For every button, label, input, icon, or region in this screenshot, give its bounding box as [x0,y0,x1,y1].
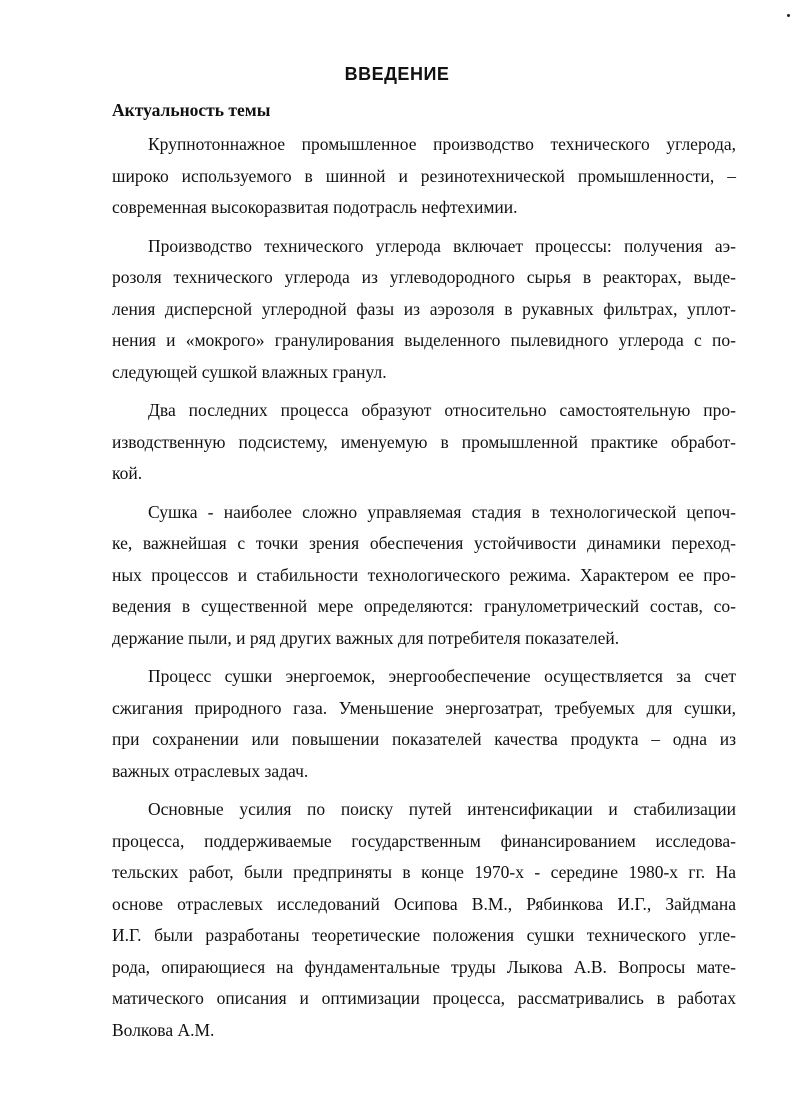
text-line: Производство технического углерода включает процессы: получения аэ- [148,235,736,256]
text-line: Основные усилия по поиску путей интенсификации и стабилизации [148,799,736,819]
text-line: Процесс сушки энергоемок, энергообеспечение осуществляется за счет [148,666,736,686]
page-title: ВВЕДЕНИЕ [344,64,450,84]
text-line: И.Г. были разработаны теоретические положения сушки технического угле- [112,925,736,945]
text-line: следующей сушкой влажных гранул. [112,361,387,382]
text-line: розоля технического углерода из углеводородного сырья в реакторах, выде- [112,267,736,287]
text-line: изводственную подсистему, именуемую в промышленной практике обработ- [112,431,736,452]
text-line: при сохранении или повышении показателей качества продукта – одна из [112,729,736,749]
text-line: широко используемого в шинной и резинотехнической промышленности, – [112,165,736,186]
text-line: ления дисперсной углеродной фазы из аэрозоля в рукавных фильтрах, уплот- [112,298,736,319]
text-line: ных процессов и стабильности технологического режима. Характером ее про- [112,564,736,585]
paragraph [112,395,736,490]
text-line: нения и «мокрого» гранулирования выделенного пылевидного углерода с по- [112,330,736,350]
text-line: рода, опирающиеся на фундаментальные труды Лыкова А.В. Вопросы мате- [112,956,736,977]
text-line: процесса, поддерживаемые государственным финансированием исследова- [112,830,736,851]
text-line: Два последних процесса образуют относительно самостоятельную про- [148,400,736,420]
text-line: Волкова А.М. [112,1019,215,1040]
text-line: ке, важнейшая с точки зрения обеспечения устойчивости динамики переход- [112,533,736,553]
scan-dot [787,14,790,17]
text-line: основе отраслевых исследований Осипова В.М., Рябинкова И.Г., Зайдмана [112,893,736,914]
text-line: держание пыли, и ряд других важных для потребителя показателей. [112,627,620,648]
text-line: матического описания и оптимизации процесса, рассматривались в работах [112,988,736,1008]
document-body [112,129,736,1053]
section-title: Актуальность темы [112,100,271,120]
text-line: кой. [112,463,143,483]
paragraph [112,497,736,655]
text-line: Сушка - наиболее сложно управляемая стадия в технологической цепоч- [148,501,736,522]
paragraph [112,129,736,224]
text-line: тельских работ, были предприняты в конце 1970-х - середине 1980-х гг. На [112,862,736,882]
paragraph [112,231,736,389]
text-line: Крупнотоннажное промышленное производство технического углерода, [148,134,736,154]
text-line: важных отраслевых задач. [112,760,309,781]
text-line: современная высокоразвитая подотрасль нефтехимии. [112,197,518,217]
paragraph [112,661,736,787]
text-line: сжигания природного газа. Уменьшение энергозатрат, требуемых для сушки, [112,697,736,718]
text-line: ведения в существенной мере определяются: гранулометрический состав, со- [112,596,736,616]
paragraph [112,794,736,1046]
